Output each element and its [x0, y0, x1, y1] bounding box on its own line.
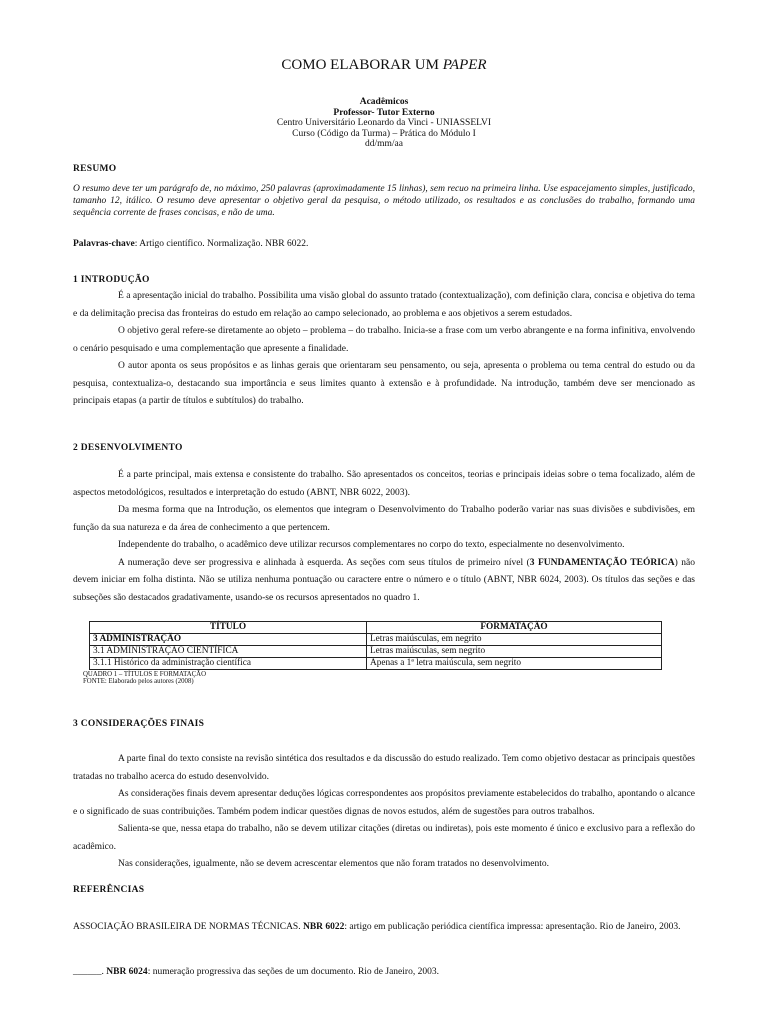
ref1-rest: : artigo em publicação periódica científica impressa: apresentação. Rio de Janeiro, 2003.: [344, 922, 681, 932]
dev-heading: 2 DESENVOLVIMENTO: [73, 443, 183, 453]
authors: Acadêmicos: [359, 97, 409, 107]
dev-p4-start: A numeração deve ser progressiva e alinhada à esquerda. As seções com seus títulos de primeiro nível (: [118, 557, 530, 568]
intro-paragraph-3: O autor aponta os seus propósitos e as linhas gerais que orientaram seu pensamento, ou seja, apresenta o problema ou tema central do estudo ou da pesquisa, contextualiza-o, destacando sua importância e seus limites quanto à extensão e à profundidade. Na introdução, também deve ser mencionado as principais etapas (a partir de títulos e subtítulos) do trabalho.: [73, 361, 695, 406]
institution: Centro Universitário Leonardo da Vinci - UNIASSELVI: [276, 118, 492, 128]
dev-paragraph-4: [73, 555, 695, 608]
keywords-label: Palavras-chave: [73, 239, 135, 249]
dev-p4-end: ) não devem iniciar em folha distinta. Não se utiliza nenhuma pontuação ou caractere entre o número e o título (ABNT, NBR 6024, 2003). Os títulos das seções e das subseções são destacados gradativamente, usando-se os recursos apresentados no quadro 1.: [73, 557, 695, 603]
dev-paragraph-2: Da mesma forma que na Introdução, os elementos que integram o Desenvolvimento do Trabalho poderão variar nas suas divisões e subdivisões, em função da sua natureza e da área de conhecimento a que pertencem.: [73, 505, 695, 533]
dev-paragraph-1: É a parte principal, mais extensa e consistente do trabalho. São apresentados os conceitos, teorias e principais ideias sobre o tema focalizado, além de aspectos metodológicos, resultados e interpretação do estudo (ABNT, NBR 6022, 2003).: [73, 470, 695, 498]
table-row: [90, 646, 662, 658]
table-cell: 3 ADMINISTRAÇÃO: [90, 634, 367, 646]
table-row: [90, 658, 662, 670]
reference-1: [73, 921, 695, 933]
table-cell: Letras maiúsculas, sem negrito: [367, 646, 662, 658]
final-paragraph-1: A parte final do texto consiste na revisão sintética dos resultados e da discussão do estudo realizado. Tem como objetivo destacar as principais questões tratadas no trabalho acerca do estudo desenvolvido.: [73, 754, 695, 782]
final-paragraph-3: Salienta-se que, nessa etapa do trabalho, não se devem utilizar citações (diretas ou indiretas), pois este momento é único e exclusivo para a reflexão do acadêmico.: [73, 824, 695, 852]
format-table: [89, 621, 662, 670]
final-section: [73, 751, 695, 874]
keywords: [73, 239, 695, 249]
ref1-title: NBR 6022: [302, 922, 345, 932]
table-cell: Letras maiúsculas, em negrito: [367, 634, 662, 646]
ref1-author: ASSOCIAÇÃO BRASILEIRA DE NORMAS TÉCNICAS.: [73, 922, 303, 932]
table-cell: 3.1 ADMINISTRAÇÃO CIENTÍFICA: [90, 646, 367, 658]
ref2-author: ______.: [73, 967, 107, 977]
final-paragraph-2: As considerações finais devem apresentar deduções lógicas correspondentes aos propósitos previamente estabelecidos do trabalho, apontando o alcance e o significado de suas contribuições. Também podem indicar questões dignas de novos estudos, além de sugestões para outros trabalhos.: [73, 789, 695, 817]
table-caption: QUADRO 1 – TÍTULOS E FORMATAÇÃO: [83, 671, 207, 678]
table-row: [90, 634, 662, 646]
table-header: FORMATAÇÃO: [367, 622, 662, 634]
table-header: TÍTULO: [90, 622, 367, 634]
ref2-title: NBR 6024: [106, 967, 148, 977]
tutor: Professor- Tutor Externo: [333, 107, 435, 118]
keywords-text: : Artigo científico. Normalização. NBR 6022.: [134, 239, 309, 249]
title-italic: PAPER: [442, 57, 487, 73]
author-block: [73, 97, 695, 150]
table-header-row: [90, 622, 662, 634]
paper-title: [73, 57, 695, 74]
resumo-text: O resumo deve ter um parágrafo de, no máximo, 250 palavras (aproximadamente 15 linhas), sem recuo na primeira linha. Use espacejamento simples, justificado, tamanho 12, itálico. O resumo deve apresentar o objetivo geral da pesquisa, o método utilizado, os resultados e as conclusões do trabalho, formando uma sequência corrente de frases concisas, e não de uma.: [73, 184, 695, 218]
course: Curso (Código da Turma) – Prática do Módulo I: [292, 128, 476, 139]
table-cell: 3.1.1 Histórico da administração científica: [90, 658, 367, 670]
final-paragraph-4: Nas considerações, igualmente, não se devem acrescentar elementos que não foram tratados no desenvolvimento.: [118, 859, 550, 869]
intro-heading: 1 INTRODUÇÃO: [73, 275, 150, 285]
dev-p4-bold: 3 FUNDAMENTAÇÃO TEÓRICA: [529, 557, 675, 568]
intro-paragraph-1: É a apresentação inicial do trabalho. Possibilita uma visão global do assunto tratado (contextualização), com definição clara, concisa e objetiva do tema e da delimitação precisa das fronteiras do estudo em relação ao campo selecionado, ao problema e aos objetivos a serem estudados.: [73, 291, 695, 319]
dev-section: [73, 467, 695, 607]
refs-heading: REFERÊNCIAS: [73, 885, 145, 895]
resumo-heading: RESUMO: [73, 164, 117, 174]
dev-paragraph-3: Independente do trabalho, o acadêmico deve utilizar recursos complementares no corpo do texto, especialmente no desenvolvimento.: [118, 540, 625, 550]
date: dd/mm/aa: [365, 139, 403, 149]
table-cell: Apenas a 1ª letra maiúscula, sem negrito: [367, 658, 662, 670]
table-source: FONTE: Elaborado pelos autores (2008): [83, 678, 194, 685]
title-main: COMO ELABORAR UM: [281, 57, 443, 73]
final-heading: 3 CONSIDERAÇÕES FINAIS: [73, 719, 205, 729]
reference-2: [73, 966, 695, 978]
intro-paragraph-2: O objetivo geral refere-se diretamente ao objeto – problema – do trabalho. Inicia-se a frase com um verbo abrangente e na forma infinitiva, envolvendo o cenário pesquisado e uma complementação que apresente a finalidade.: [73, 326, 695, 354]
ref2-rest: : numeração progressiva das seções de um documento. Rio de Janeiro, 2003.: [147, 967, 439, 977]
intro-section: [73, 288, 695, 411]
